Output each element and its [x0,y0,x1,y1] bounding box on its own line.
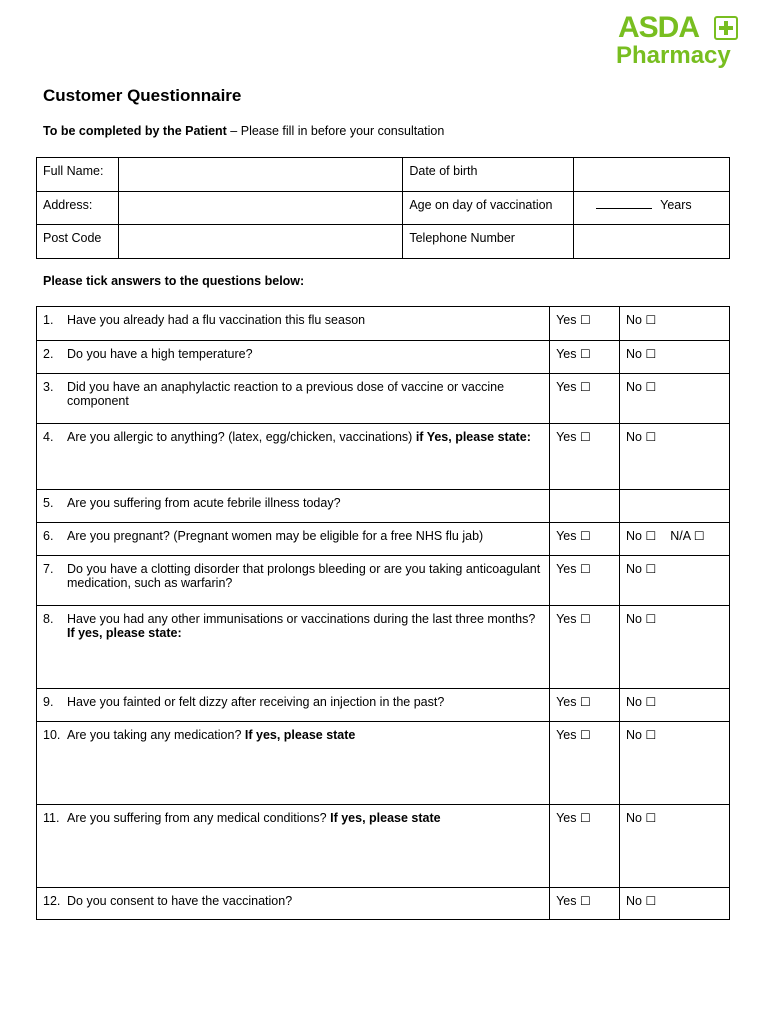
yes-cell [550,722,620,805]
checkbox-icon[interactable]: ☐ [579,612,591,626]
question-number: 1. [43,313,54,327]
question-text [37,424,550,490]
patient-details-table [36,157,730,259]
yes-label: Yes [556,894,577,908]
question-instruction: If yes, please state [244,728,356,742]
checkbox-icon[interactable]: ☐ [579,347,591,361]
question-text [37,490,550,523]
checkbox-icon[interactable]: ☐ [579,313,591,327]
question-label: Do you have a high temperature? [67,347,253,361]
no-label: No [626,347,642,361]
full-name-field[interactable] [118,158,402,192]
question-text [37,805,550,888]
logo-sub: Pharmacy [616,42,731,69]
no-cell [620,424,730,490]
yes-cell [550,689,620,722]
no-cell [620,722,730,805]
question-label: Do you have a clotting disorder that prolongs bleeding or are you taking anticoagulant medication, such as warfarin? [67,562,541,590]
question-label: Are you allergic to anything? (latex, egg/chicken, vaccinations) [67,430,416,444]
no-cell [620,556,730,606]
postcode-label: Post Code [37,225,119,259]
page-title: Customer Questionnaire [43,86,242,105]
questions-table [36,306,730,920]
question-text [37,888,550,920]
yes-label: Yes [556,347,577,361]
no-cell [620,341,730,374]
question-text [37,606,550,689]
years-label: Years [660,197,692,212]
postcode-field[interactable] [118,225,402,259]
no-cell [620,523,730,556]
no-cell [620,606,730,689]
question-row [37,722,730,805]
question-instruction: If yes, please state [330,811,441,825]
subtitle-bold: To be completed by the Patient [43,124,227,138]
yes-label: Yes [556,811,577,825]
question-row [37,490,730,523]
question-row [37,606,730,689]
age-label: Age on day of vaccination [403,191,574,225]
no-label: No [626,313,642,327]
question-row [37,805,730,888]
question-label: Are you suffering from acute febrile illness today? [67,496,341,510]
telephone-label: Telephone Number [403,225,574,259]
checkbox-icon[interactable]: ☐ [579,430,591,444]
no-label: No [626,430,642,444]
checkbox-icon[interactable]: ☐ [579,728,591,742]
checkbox-icon[interactable]: ☐ [579,695,591,709]
question-label: Are you pregnant? (Pregnant women may be eligible for a free NHS flu jab) [67,529,484,543]
question-text [37,374,550,424]
checkbox-icon[interactable]: ☐ [645,562,657,576]
question-label: Are you suffering from any medical conditions? [67,811,331,825]
checkbox-icon[interactable]: ☐ [645,894,657,908]
no-cell [620,307,730,341]
no-label: No [626,894,642,908]
question-label: Do you consent to have the vaccination? [67,894,293,908]
question-text [37,689,550,722]
question-row [37,424,730,490]
checkbox-icon[interactable]: ☐ [645,811,657,825]
question-number: 12. [43,894,61,908]
question-text [37,523,550,556]
checkbox-icon[interactable]: ☐ [645,380,657,394]
logo-brand: ASDA [618,11,700,44]
subtitle-rest: – Please fill in before your consultation [226,124,445,138]
question-text [37,341,550,374]
yes-cell [550,307,620,341]
question-number: 8. [43,612,54,626]
question-label: Are you taking any medication? [67,728,245,742]
yes-label: Yes [556,728,577,742]
age-field[interactable] [574,191,730,225]
pharmacy-cross-icon [714,16,738,40]
checkbox-icon[interactable]: ☐ [645,612,657,626]
no-label: No [626,562,642,576]
yes-label: Yes [556,612,577,626]
question-text [37,307,550,341]
question-label: Have you already had a flu vaccination this flu season [67,313,366,327]
no-cell [620,689,730,722]
page-subtitle [43,124,444,138]
no-cell [620,888,730,920]
address-label: Address: [37,191,119,225]
checkbox-icon[interactable]: ☐ [645,728,657,742]
question-row [37,888,730,920]
no-label: No [626,380,642,394]
checkbox-icon[interactable]: ☐ [645,695,657,709]
telephone-field[interactable] [574,225,730,259]
checkbox-icon[interactable]: ☐ [645,529,657,543]
yes-cell [550,523,620,556]
question-label: Have you had any other immunisations or vaccinations during the last three months? [67,612,536,626]
question-label: Have you fainted or felt dizzy after receiving an injection in the past? [67,695,445,709]
yes-cell [550,424,620,490]
yes-cell [550,490,620,523]
yes-cell [550,888,620,920]
yes-label: Yes [556,380,577,394]
yes-label: Yes [556,529,577,543]
yes-cell [550,556,620,606]
no-cell [620,805,730,888]
question-row [37,307,730,341]
yes-cell [550,805,620,888]
question-row [37,341,730,374]
yes-label: Yes [556,695,577,709]
question-row [37,689,730,722]
no-label: No [626,612,642,626]
dob-label: Date of birth [403,158,574,192]
dob-field[interactable] [574,158,730,192]
question-row [37,523,730,556]
question-row [37,374,730,424]
checkbox-icon[interactable]: ☐ [579,811,591,825]
no-cell [620,490,730,523]
no-label: No [626,728,642,742]
asda-pharmacy-logo [614,12,754,72]
checkbox-icon[interactable]: ☐ [645,347,657,361]
yes-cell [550,374,620,424]
na-label: N/A [670,529,691,543]
question-number: 6. [43,529,54,543]
checkbox-icon[interactable]: ☐ [579,529,591,543]
address-field[interactable] [118,191,402,225]
question-number: 2. [43,347,54,361]
checkbox-icon[interactable]: ☐ [693,529,705,543]
question-number: 11. [43,811,60,825]
question-number: 10. [43,728,61,742]
question-number: 7. [43,562,54,576]
question-number: 9. [43,695,54,709]
yes-cell [550,606,620,689]
yes-label: Yes [556,313,577,327]
age-blank-line [596,198,652,209]
checkbox-icon[interactable]: ☐ [579,894,591,908]
question-number: 5. [43,496,54,510]
tick-heading: Please tick answers to the questions below: [43,274,305,288]
question-instruction: If yes, please state: [67,626,182,640]
no-label: No [626,811,642,825]
no-label: No [626,529,642,543]
question-row [37,556,730,606]
question-text [37,722,550,805]
question-text [37,556,550,606]
yes-label: Yes [556,430,577,444]
question-label: Did you have an anaphylactic reaction to a previous dose of vaccine or vaccine component [67,380,505,408]
no-label: No [626,695,642,709]
question-number: 3. [43,380,54,394]
checkbox-icon[interactable]: ☐ [645,430,657,444]
checkbox-icon[interactable]: ☐ [645,313,657,327]
yes-cell [550,341,620,374]
yes-label: Yes [556,562,577,576]
checkbox-icon[interactable]: ☐ [579,562,591,576]
no-cell [620,374,730,424]
full-name-label: Full Name: [37,158,119,192]
question-instruction: if Yes, please state: [415,430,531,444]
checkbox-icon[interactable]: ☐ [579,380,591,394]
question-number: 4. [43,430,54,444]
